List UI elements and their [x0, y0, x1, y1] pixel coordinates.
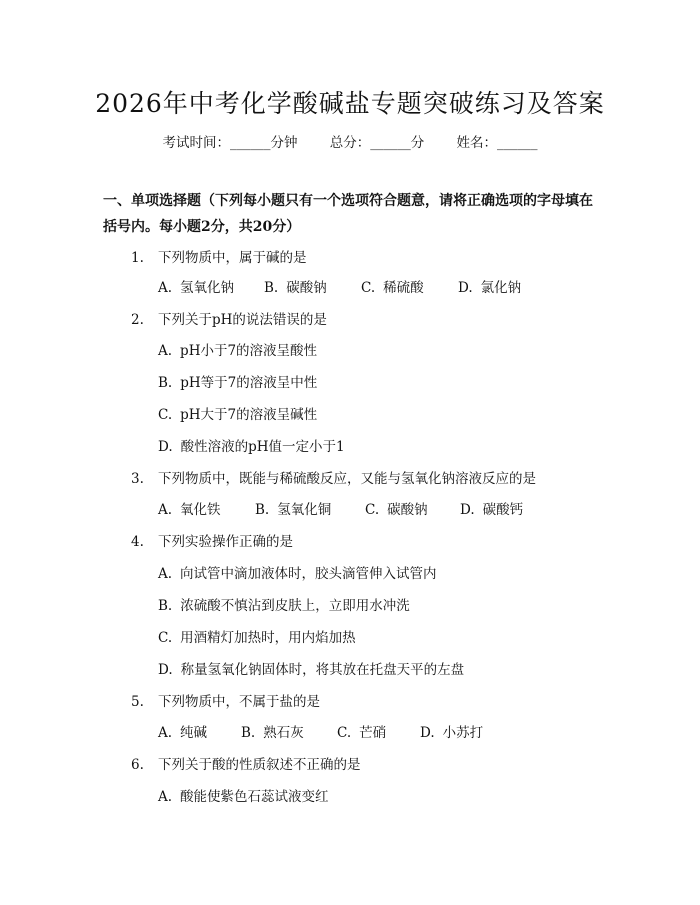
option-a [158, 498, 255, 518]
question-5-options [158, 721, 483, 741]
option-text: 酸性溶液的pH值一定小于1 [180, 439, 345, 455]
option-text: 氧化铁 [180, 502, 221, 518]
option-b [241, 721, 337, 741]
question-stem: 下列物质中，属于碱的是 [158, 250, 307, 266]
option-letter: B. [158, 375, 173, 391]
option-b [255, 498, 365, 518]
option-b [264, 276, 361, 296]
option-text: 小苏打 [442, 725, 484, 741]
option-text: 浓硫酸不慎沾到皮肤上，立即用水冲洗 [180, 598, 410, 614]
option-d [460, 498, 523, 518]
question-5 [131, 690, 320, 710]
option-letter: A. [158, 502, 173, 518]
question-number: 1. [131, 250, 144, 266]
option-text: 碳酸钙 [482, 502, 524, 518]
question-number: 5. [131, 694, 144, 710]
question-1-options [158, 276, 521, 296]
question-1 [131, 246, 307, 266]
option-text: 氢氧化铜 [277, 502, 332, 518]
option-text: 稀硫酸 [383, 280, 424, 296]
question-2-option-c [158, 403, 317, 423]
option-text: pH等于7的溶液呈中性 [180, 375, 318, 391]
option-text: pH小于7的溶液呈酸性 [180, 343, 318, 359]
question-stem: 下列物质中，不属于盐的是 [158, 694, 320, 710]
total-score-field: 总分：______分 [329, 135, 425, 151]
question-3-options [158, 498, 523, 518]
option-letter: C. [337, 725, 352, 741]
option-letter: D. [420, 725, 435, 741]
option-letter: C. [361, 280, 376, 296]
option-a [158, 721, 241, 741]
option-letter: A. [158, 725, 173, 741]
option-letter: B. [158, 598, 173, 614]
question-stem: 下列关于酸的性质叙述不正确的是 [158, 757, 361, 773]
question-2 [131, 308, 327, 328]
option-text: 用酒精灯加热时，用内焰加热 [180, 630, 356, 646]
option-text: 碳酸钠 [286, 280, 327, 296]
option-d [420, 721, 483, 741]
question-4 [131, 530, 293, 550]
question-number: 4. [131, 534, 144, 550]
option-text: 熟石灰 [263, 725, 304, 741]
question-6 [131, 753, 361, 773]
question-4-option-c [158, 626, 356, 646]
option-letter: D. [158, 439, 173, 455]
option-letter: D. [460, 502, 475, 518]
question-stem: 下列物质中，既能与稀硫酸反应，又能与氢氧化钠溶液反应的是 [158, 471, 536, 487]
option-letter: C. [158, 630, 173, 646]
option-a [158, 276, 264, 296]
page-title: 2026年中考化学酸碱盐专题突破练习及答案 [95, 89, 605, 118]
question-number: 3. [131, 471, 144, 487]
option-c [361, 276, 458, 296]
option-letter: D. [158, 662, 173, 678]
option-letter: B. [241, 725, 256, 741]
option-text: 向试管中滴加液体时，胶头滴管伸入试管内 [180, 566, 437, 582]
option-text: 芒硝 [359, 725, 387, 741]
option-letter: A. [158, 789, 173, 805]
option-text: pH大于7的溶液呈碱性 [180, 407, 318, 423]
question-6-option-a [158, 785, 329, 805]
option-text: 碳酸钠 [387, 502, 428, 518]
option-letter: A. [158, 280, 173, 296]
question-number: 2. [131, 312, 144, 328]
option-c [365, 498, 460, 518]
question-2-option-a [158, 339, 317, 359]
question-2-option-d [158, 435, 345, 455]
option-d [458, 276, 521, 296]
question-4-option-b [158, 594, 410, 614]
option-letter: B. [264, 280, 279, 296]
option-text: 酸能使紫色石蕊试液变红 [180, 789, 329, 805]
option-letter: D. [458, 280, 473, 296]
question-4-option-d [158, 658, 464, 678]
option-letter: C. [365, 502, 380, 518]
section-title: 一、单项选择题（下列每小题只有一个选项符合题意，请将正确选项的字母填在括号内。每小题2分，共20分） [103, 193, 593, 235]
option-letter: B. [255, 502, 270, 518]
question-4-option-a [158, 562, 437, 582]
question-3 [131, 467, 536, 487]
option-text: 称量氢氧化钠固体时，将其放在托盘天平的左盘 [180, 662, 465, 678]
question-number: 6. [131, 757, 144, 773]
student-name-field: 姓名：______ [456, 135, 538, 151]
option-letter: A. [158, 343, 173, 359]
option-c [337, 721, 420, 741]
option-text: 纯碱 [180, 725, 208, 741]
question-stem: 下列关于pH的说法错误的是 [158, 312, 327, 328]
option-letter: C. [158, 407, 173, 423]
exam-time-field: 考试时间：______分钟 [162, 135, 298, 151]
question-stem: 下列实验操作正确的是 [158, 534, 293, 550]
option-text: 氢氧化钠 [180, 280, 235, 296]
question-2-option-b [158, 371, 317, 391]
option-text: 氯化钠 [480, 280, 522, 296]
option-letter: A. [158, 566, 173, 582]
exam-meta [0, 131, 700, 151]
